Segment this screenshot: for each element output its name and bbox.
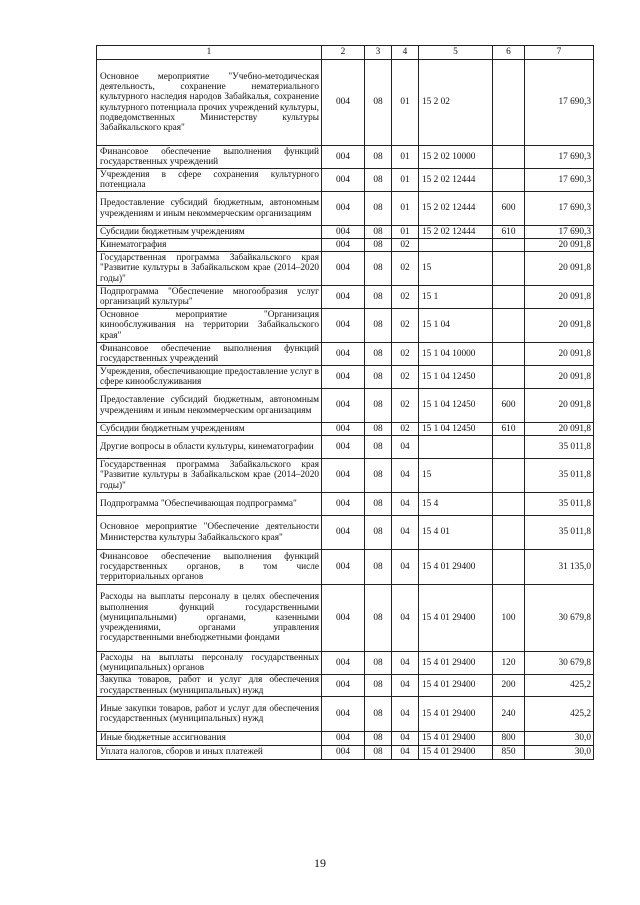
cell-rz: 08 — [365, 516, 392, 550]
header-col-2: 2 — [322, 46, 365, 60]
cell-rz: 08 — [365, 697, 392, 732]
header-col-1: 1 — [97, 46, 322, 60]
cell-pr: 04 — [392, 459, 419, 493]
cell-pr: 04 — [392, 697, 419, 732]
cell-sum: 35 011,8 — [525, 493, 594, 516]
cell-sum: 30 679,8 — [525, 585, 594, 652]
cell-csr: 15 4 01 29400 — [419, 697, 493, 732]
cell-name: Финансовое обеспечение выполнения функций государственных органов, в том числе территориальных органов — [97, 550, 322, 585]
table-body — [97, 60, 594, 760]
cell-ved: 004 — [322, 459, 365, 493]
cell-pr: 04 — [392, 732, 419, 746]
cell-pr: 01 — [392, 226, 419, 239]
cell-name: Государственная программа Забайкальского края "Развитие культуры в Забайкальском крае (2014–2020 годы)" — [97, 459, 322, 493]
cell-rz: 08 — [365, 286, 392, 309]
cell-csr: 15 1 04 — [419, 309, 493, 343]
cell-vr: 850 — [493, 746, 525, 760]
cell-vr — [493, 252, 525, 286]
cell-rz: 08 — [365, 192, 392, 226]
cell-name: Другие вопросы в области культуры, кинематографии — [97, 436, 322, 459]
cell-sum: 17 690,3 — [525, 146, 594, 169]
cell-rz: 08 — [365, 389, 392, 423]
cell-rz: 08 — [365, 652, 392, 675]
cell-name: Финансовое обеспечение выполнения функций государственных учреждений — [97, 146, 322, 169]
cell-name: Основное мероприятие "Обеспечение деятельности Министерства культуры Забайкальского края" — [97, 516, 322, 550]
table-row — [97, 697, 594, 732]
cell-pr: 04 — [392, 652, 419, 675]
cell-pr: 01 — [392, 146, 419, 169]
cell-pr: 01 — [392, 60, 419, 146]
header-col-7: 7 — [525, 46, 594, 60]
cell-name: Иные бюджетные ассигнования — [97, 732, 322, 746]
cell-csr: 15 1 04 10000 — [419, 343, 493, 366]
cell-vr — [493, 516, 525, 550]
cell-csr: 15 4 01 29400 — [419, 652, 493, 675]
cell-rz: 08 — [365, 459, 392, 493]
cell-rz: 08 — [365, 550, 392, 585]
cell-csr: 15 2 02 12444 — [419, 192, 493, 226]
cell-sum: 20 091,8 — [525, 286, 594, 309]
table-row — [97, 192, 594, 226]
cell-vr — [493, 493, 525, 516]
cell-csr: 15 2 02 — [419, 60, 493, 146]
cell-ved: 004 — [322, 169, 365, 192]
cell-name: Кинематография — [97, 239, 322, 252]
cell-sum: 425,2 — [525, 675, 594, 697]
table-row — [97, 585, 594, 652]
cell-sum: 17 690,3 — [525, 226, 594, 239]
table-row — [97, 436, 594, 459]
cell-rz: 08 — [365, 252, 392, 286]
table-row — [97, 252, 594, 286]
cell-pr: 02 — [392, 343, 419, 366]
cell-vr — [493, 436, 525, 459]
cell-csr: 15 4 01 29400 — [419, 585, 493, 652]
cell-rz: 08 — [365, 60, 392, 146]
cell-pr: 02 — [392, 239, 419, 252]
cell-ved: 004 — [322, 366, 365, 389]
cell-csr: 15 1 04 12450 — [419, 366, 493, 389]
cell-rz: 08 — [365, 146, 392, 169]
cell-pr: 04 — [392, 585, 419, 652]
cell-sum: 35 011,8 — [525, 516, 594, 550]
cell-csr: 15 4 01 29400 — [419, 746, 493, 760]
cell-vr — [493, 286, 525, 309]
cell-name: Государственная программа Забайкальского края "Развитие культуры в Забайкальском крае (2014–2020 годы)" — [97, 252, 322, 286]
cell-sum: 20 091,8 — [525, 309, 594, 343]
cell-ved: 004 — [322, 226, 365, 239]
cell-ved: 004 — [322, 389, 365, 423]
cell-sum: 35 011,8 — [525, 459, 594, 493]
cell-csr: 15 — [419, 252, 493, 286]
table-row — [97, 389, 594, 423]
cell-pr: 02 — [392, 252, 419, 286]
cell-rz: 08 — [365, 746, 392, 760]
cell-rz: 08 — [365, 343, 392, 366]
cell-sum: 31 135,0 — [525, 550, 594, 585]
cell-name: Подпрограмма "Обеспечение многообразия услуг организаций культуры" — [97, 286, 322, 309]
table-row — [97, 169, 594, 192]
cell-ved: 004 — [322, 550, 365, 585]
cell-sum: 30,0 — [525, 732, 594, 746]
cell-vr: 800 — [493, 732, 525, 746]
cell-name: Учреждения в сфере сохранения культурного потенциала — [97, 169, 322, 192]
cell-rz: 08 — [365, 226, 392, 239]
table-row — [97, 516, 594, 550]
cell-ved: 004 — [322, 675, 365, 697]
cell-csr: 15 4 01 — [419, 516, 493, 550]
cell-vr: 200 — [493, 675, 525, 697]
table-row — [97, 423, 594, 436]
cell-vr — [493, 239, 525, 252]
cell-csr: 15 2 02 12444 — [419, 169, 493, 192]
table-row — [97, 652, 594, 675]
cell-vr — [493, 146, 525, 169]
cell-vr — [493, 459, 525, 493]
header-col-6: 6 — [493, 46, 525, 60]
cell-sum: 30,0 — [525, 746, 594, 760]
cell-vr: 100 — [493, 585, 525, 652]
cell-sum: 20 091,8 — [525, 252, 594, 286]
cell-vr — [493, 169, 525, 192]
header-col-5: 5 — [419, 46, 493, 60]
cell-sum: 20 091,8 — [525, 366, 594, 389]
cell-vr — [493, 309, 525, 343]
cell-sum: 425,2 — [525, 697, 594, 732]
cell-vr — [493, 366, 525, 389]
cell-pr: 02 — [392, 286, 419, 309]
cell-rz: 08 — [365, 675, 392, 697]
cell-ved: 004 — [322, 286, 365, 309]
cell-sum: 17 690,3 — [525, 169, 594, 192]
table-row — [97, 146, 594, 169]
cell-ved: 004 — [322, 746, 365, 760]
cell-vr: 610 — [493, 226, 525, 239]
cell-vr: 600 — [493, 389, 525, 423]
table-row — [97, 550, 594, 585]
cell-pr: 04 — [392, 746, 419, 760]
cell-sum: 20 091,8 — [525, 239, 594, 252]
cell-ved: 004 — [322, 423, 365, 436]
cell-ved: 004 — [322, 585, 365, 652]
cell-name: Расходы на выплаты персоналу в целях обеспечения выполнения функций государственными (муниципальными) органами, казенными учреждениями, органами управления государственными внебюджетными фондами — [97, 585, 322, 652]
cell-pr: 02 — [392, 423, 419, 436]
cell-name: Основное мероприятие "Учебно-методическая деятельность, сохранение нематериального культурного наследия народов Забайкалья, сохранение культурного потенциала прочих учреждений культуры, подведомственных Министерству культуры Забайкальского края" — [97, 60, 322, 146]
cell-ved: 004 — [322, 192, 365, 226]
cell-ved: 004 — [322, 239, 365, 252]
cell-ved: 004 — [322, 516, 365, 550]
cell-ved: 004 — [322, 732, 365, 746]
cell-sum: 20 091,8 — [525, 423, 594, 436]
cell-pr: 04 — [392, 550, 419, 585]
header-col-3: 3 — [365, 46, 392, 60]
cell-csr — [419, 436, 493, 459]
cell-name: Финансовое обеспечение выполнения функций государственных учреждений — [97, 343, 322, 366]
page-number: 19 — [314, 856, 326, 870]
cell-csr: 15 1 04 12450 — [419, 423, 493, 436]
cell-vr — [493, 550, 525, 585]
table-row — [97, 732, 594, 746]
cell-ved: 004 — [322, 652, 365, 675]
cell-csr — [419, 239, 493, 252]
cell-csr: 15 2 02 12444 — [419, 226, 493, 239]
cell-sum: 20 091,8 — [525, 343, 594, 366]
cell-pr: 04 — [392, 516, 419, 550]
cell-sum: 17 690,3 — [525, 192, 594, 226]
header-row — [97, 46, 594, 60]
cell-ved: 004 — [322, 493, 365, 516]
cell-pr: 02 — [392, 389, 419, 423]
cell-name: Основное мероприятие "Организация кинообслуживания на территории Забайкальского края" — [97, 309, 322, 343]
cell-pr: 01 — [392, 169, 419, 192]
cell-sum: 30 679,8 — [525, 652, 594, 675]
cell-rz: 08 — [365, 239, 392, 252]
table-row — [97, 746, 594, 760]
cell-vr — [493, 60, 525, 146]
cell-name: Субсидии бюджетным учреждениям — [97, 226, 322, 239]
cell-sum: 17 690,3 — [525, 60, 594, 146]
table-row — [97, 343, 594, 366]
cell-name: Расходы на выплаты персоналу государственных (муниципальных) органов — [97, 652, 322, 675]
cell-csr: 15 2 02 10000 — [419, 146, 493, 169]
cell-name: Уплата налогов, сборов и иных платежей — [97, 746, 322, 760]
cell-ved: 004 — [322, 343, 365, 366]
cell-ved: 004 — [322, 309, 365, 343]
cell-rz: 08 — [365, 169, 392, 192]
header-col-4: 4 — [392, 46, 419, 60]
cell-name: Учреждения, обеспечивающие предоставление услуг в сфере кинообслуживания — [97, 366, 322, 389]
cell-pr: 04 — [392, 675, 419, 697]
cell-csr: 15 4 — [419, 493, 493, 516]
table-row — [97, 286, 594, 309]
cell-pr: 04 — [392, 436, 419, 459]
cell-csr: 15 1 04 12450 — [419, 389, 493, 423]
cell-name: Закупка товаров, работ и услуг для обеспечения государственных (муниципальных) нужд — [97, 675, 322, 697]
cell-vr: 600 — [493, 192, 525, 226]
table-row — [97, 239, 594, 252]
table-row — [97, 60, 594, 146]
cell-name: Подпрограмма "Обеспечивающая подпрограмма" — [97, 493, 322, 516]
cell-ved: 004 — [322, 436, 365, 459]
cell-pr: 04 — [392, 493, 419, 516]
cell-vr: 120 — [493, 652, 525, 675]
cell-csr: 15 1 — [419, 286, 493, 309]
cell-csr: 15 4 01 29400 — [419, 550, 493, 585]
cell-vr — [493, 343, 525, 366]
cell-rz: 08 — [365, 436, 392, 459]
cell-rz: 08 — [365, 493, 392, 516]
cell-pr: 01 — [392, 192, 419, 226]
budget-table-page — [96, 45, 593, 760]
table-row — [97, 459, 594, 493]
cell-csr: 15 — [419, 459, 493, 493]
cell-pr: 02 — [392, 366, 419, 389]
cell-ved: 004 — [322, 697, 365, 732]
cell-sum: 35 011,8 — [525, 436, 594, 459]
cell-rz: 08 — [365, 309, 392, 343]
cell-name: Иные закупки товаров, работ и услуг для обеспечения государственных (муниципальных) нужд — [97, 697, 322, 732]
table-row — [97, 675, 594, 697]
cell-rz: 08 — [365, 732, 392, 746]
table-row — [97, 309, 594, 343]
cell-rz: 08 — [365, 423, 392, 436]
cell-vr: 240 — [493, 697, 525, 732]
cell-name: Предоставление субсидий бюджетным, автономным учреждениям и иным некоммерческим организациям — [97, 389, 322, 423]
cell-sum: 20 091,8 — [525, 389, 594, 423]
cell-ved: 004 — [322, 146, 365, 169]
budget-table — [96, 45, 594, 760]
cell-ved: 004 — [322, 60, 365, 146]
table-row — [97, 366, 594, 389]
cell-rz: 08 — [365, 366, 392, 389]
cell-rz: 08 — [365, 585, 392, 652]
cell-csr: 15 4 01 29400 — [419, 732, 493, 746]
cell-csr: 15 4 01 29400 — [419, 675, 493, 697]
table-row — [97, 226, 594, 239]
cell-ved: 004 — [322, 252, 365, 286]
cell-pr: 02 — [392, 309, 419, 343]
cell-vr: 610 — [493, 423, 525, 436]
cell-name: Предоставление субсидий бюджетным, автономным учреждениям и иным некоммерческим организациям — [97, 192, 322, 226]
table-row — [97, 493, 594, 516]
cell-name: Субсидии бюджетным учреждениям — [97, 423, 322, 436]
